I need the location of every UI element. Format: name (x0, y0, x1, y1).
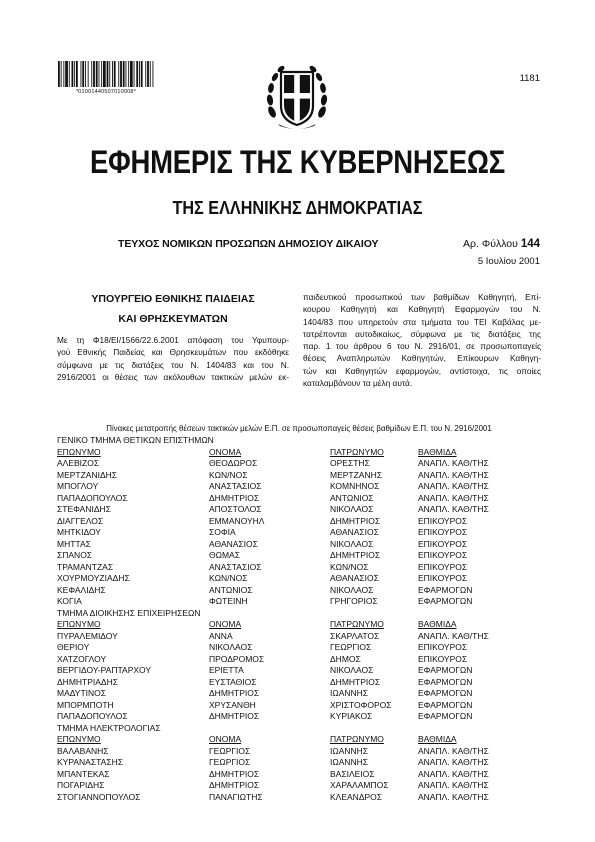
table-cell: ΔΗΜΗΤΡΙΑΔΗΣ (57, 676, 118, 687)
table-cell: ΠΟΓΑΡΙΔΗΣ (57, 780, 105, 790)
table-row (57, 458, 541, 470)
table-row (57, 792, 541, 804)
table-cell: ΚΟΓΙΑ (57, 596, 82, 606)
body-text-line: Με τη Φ18/ΕΙ/1566/22.6.2001 απόφαση του Υφυπουρ- (57, 335, 289, 345)
table-cell: ΘΕΟΔΩΡΟΣ (209, 458, 258, 468)
table-cell: ΚΥΡΑΝΑΣΤΑΣΗΣ (57, 757, 123, 767)
table-cell: ΝΙΚΟΛΑΟΣ (330, 665, 374, 675)
table-cell: ΑΘΑΝΑΣΙΟΣ (330, 527, 379, 537)
body-text-line: κουρου Καθηγητή και Καθηγητή Εφαρμογών του Ν. (303, 304, 541, 315)
body-text-line: τών και Καθηγητών εφαρμογών, αντίστοιχα, τις οποίες (303, 365, 541, 376)
table-cell: ΕΠΙΚΟΥΡΟΣ (418, 515, 468, 526)
table-cell: ΜΗΤΚΙΔΟΥ (57, 527, 101, 537)
table-cell: ΕΠΙΚΟΥΡΟΣ (418, 538, 468, 549)
body-text-line: παρ. 1 του άρθρου 6 του Ν. 2916/01, σε προσωποπαγείς (303, 341, 541, 351)
body-text-line: θέσεις Αναπληρωτών Καθηγητών, Επίκουρων Καθηγη- (303, 353, 541, 364)
table-row (57, 677, 541, 689)
page-number: 1181 (519, 73, 540, 84)
table-cell: ΜΕΡΤΖΑΝΙΔΗΣ (57, 469, 118, 480)
ministry-line-1: ΥΠΟΥΡΓΕΙΟ ΕΘΝΙΚΗΣ ΠΑΙΔΕΙΑΣ (91, 293, 255, 305)
table-cell: ΑΝΑΠΛ. ΚΑΘ/ΤΗΣ (418, 791, 489, 802)
table-cell: ΑΝΑΠΛ. ΚΑΘ/ΤΗΣ (418, 768, 489, 779)
table-row (57, 504, 541, 516)
table-row (57, 550, 541, 562)
table-cell: ΑΘΑΝΑΣΙΟΣ (330, 573, 379, 583)
table-section-title (57, 435, 541, 447)
table-caption: Πίνακες μετατροπής θέσεων τακτικών μελών Ε.Π. σε προσωποπαγείς θέσεις βαθμίδων Ε.Π. του Ν. 2916/2001 (106, 424, 492, 433)
table-cell: ΑΝΤΩΝΙΟΣ (330, 492, 374, 503)
table-cell: ΔΗΜΗΤΡΙΟΣ (209, 711, 260, 721)
table-cell: ΑΝΑΣΤΑΣΙΟΣ (209, 561, 262, 572)
table-row (57, 746, 541, 758)
table-cell: ΧΑΡΑΛΑΜΠΟΣ (330, 780, 389, 790)
table-cell: ΑΝΑΠΛ. ΚΑΘ/ΤΗΣ (418, 458, 489, 468)
table-row (57, 688, 541, 700)
section-title-text: ΤΜΗΜΑ ΔΙΟΙΚΗΣΗΣ ΕΠΙΧΕΙΡΗΣΕΩΝ (57, 607, 201, 618)
table-cell: ΒΑΛΑΒΑΝΗΣ (57, 745, 109, 756)
table-cell: ΠΑΝΑΓΙΩΤΗΣ (209, 791, 263, 802)
barcode-number: *01001440507010008* (75, 89, 137, 95)
table-cell: ΑΝΑΠΛ. ΚΑΘ/ΤΗΣ (418, 469, 489, 480)
section-title-text: ΤΜΗΜΑ ΗΛΕΚΤΡΟΛΟΓΙΑΣ (57, 722, 161, 733)
table-row (57, 585, 541, 597)
sheet-number-value: 144 (520, 238, 540, 250)
table-row (57, 493, 541, 505)
table-cell: ΔΗΜΗΤΡΙΟΣ (209, 768, 260, 779)
table-cell: ΚΛΕΑΝΔΡΟΣ (330, 791, 383, 802)
body-text-line: καταλαμβάνουν τα μέλη αυτά. (303, 377, 413, 388)
table-cell: ΠΡΟΔΡΟΜΟΣ (209, 653, 265, 664)
table-cell: ΑΝΑΠΛ. ΚΑΘ/ΤΗΣ (418, 630, 489, 641)
table-cell: ΝΙΚΟΛΑΟΣ (330, 504, 374, 514)
table-cell: ΙΩΑΝΝΗΣ (330, 745, 369, 756)
table-cell: ΧΡΙΣΤΟΦΟΡΟΣ (330, 699, 392, 710)
table-cell: ΕΠΙΚΟΥΡΟΣ (418, 527, 468, 537)
table-cell: ΜΗΤΤΑΣ (57, 538, 91, 549)
gazette-title: ΕΦΗΜΕΡΙΣ ΤΗΣ ΚΥΒΕΡΝΗΣΕΩΣ (90, 144, 505, 180)
table-cell: ΤΡΑΜΑΝΤΖΑΣ (57, 561, 114, 572)
table-cell: ΓΡΗΓΟΡΙΟΣ (330, 596, 378, 606)
sheet-label: Αρ. Φύλλου (463, 238, 518, 250)
ministry-line-2: ΚΑΙ ΘΡΗΣΚΕΥΜΑΤΩΝ (118, 313, 228, 325)
table-section-title (57, 723, 541, 735)
table-cell: ΔΗΜΟΣ (330, 653, 361, 664)
table-cell: ΜΠΟΡΜΠΟΤΗ (57, 699, 114, 710)
table-cell: ΘΕΡΙΟΥ (57, 642, 90, 652)
table-header-row (57, 734, 541, 746)
table-row (57, 562, 541, 574)
table-header-row (57, 447, 541, 459)
column-header: ΕΠΩΝΥΜΟ (57, 446, 101, 457)
barcode (57, 61, 155, 87)
table-cell: ΕΦΑΡΜΟΓΩΝ (418, 596, 473, 606)
table-section-title (57, 608, 541, 620)
table-cell: ΕΠΙΚΟΥΡΟΣ (418, 550, 468, 560)
table-row (57, 596, 541, 608)
table-row (57, 780, 541, 792)
table-cell: ΕΠΙΚΟΥΡΟΣ (418, 561, 468, 572)
table-cell: ΕΦΑΡΜΟΓΩΝ (418, 711, 473, 721)
table-cell: ΑΝΝΑ (209, 630, 233, 641)
table-cell: ΟΡΕΣΤΗΣ (330, 458, 370, 468)
column-header: ΟΝΟΜΑ (209, 619, 242, 629)
ministry-heading (57, 289, 289, 329)
table-cell: ΚΕΦΑΛΙΔΗΣ (57, 584, 106, 595)
table-cell: ΜΠΟΓΛΟΥ (57, 481, 99, 491)
gazette-subtitle: ΤΗΣ ΕΛΛΗΝΙΚΗΣ ΔΗΜΟΚΡΑΤΙΑΣ (172, 198, 423, 218)
table-cell: ΣΟΦΙΑ (209, 527, 236, 537)
table-row (57, 711, 541, 723)
table-cell: ΙΩΑΝΝΗΣ (330, 688, 369, 698)
table-cell: ΣΤΕΦΑΝΙΔΗΣ (57, 504, 111, 514)
sheet-number (448, 238, 540, 250)
table-row (57, 665, 541, 677)
table-cell: ΕΠΙΚΟΥΡΟΣ (418, 642, 468, 652)
body-text-line: σύμφωνα με τις διατάξεις του Ν. 1404/83 και του Ν. (57, 359, 289, 370)
column-header: ΕΠΩΝΥΜΟ (57, 619, 101, 629)
table-cell: ΕΡΙΕΤΤΑ (209, 665, 244, 675)
table-cell: ΑΝΑΣΤΑΣΙΟΣ (209, 481, 262, 491)
table-cell: ΔΗΜΗΤΡΙΟΣ (330, 676, 381, 687)
table-cell: ΔΗΜΗΤΡΙΟΣ (209, 780, 260, 790)
table-row (57, 470, 541, 482)
table-cell: ΔΙΑΓΓΕΛΟΣ (57, 515, 104, 526)
table-cell: ΚΩΝ/ΝΟΣ (330, 561, 369, 572)
table-row (57, 769, 541, 781)
table-cell: ΘΩΜΑΣ (209, 550, 240, 560)
issue-date: 5 Ιουλίου 2001 (477, 256, 540, 267)
table-row (57, 516, 541, 528)
column-header: ΠΑΤΡΩΝΥΜΟ (330, 734, 384, 744)
table-cell: ΑΝΑΠΛ. ΚΑΘ/ΤΗΣ (418, 745, 489, 756)
column-header: ΠΑΤΡΩΝΥΜΟ (330, 619, 384, 629)
table-cell: ΔΗΜΗΤΡΙΟΣ (209, 688, 260, 698)
table-cell: ΝΙΚΟΛΑΟΣ (330, 584, 374, 595)
table-cell: ΕΦΑΡΜΟΓΩΝ (418, 699, 473, 710)
decision-text-left (57, 334, 289, 383)
table-row (57, 481, 541, 493)
column-header: ΟΝΟΜΑ (209, 734, 242, 744)
table-header-row (57, 619, 541, 631)
column-header: ΕΠΩΝΥΜΟ (57, 734, 101, 744)
table-cell: ΧΑΤΖΟΓΛΟΥ (57, 653, 107, 664)
table-cell: ΝΙΚΟΛΑΟΣ (330, 538, 374, 549)
table-cell: ΧΡΥΣΑΝΘΗ (209, 699, 256, 710)
body-text-line: παιδευτικού προσωπικού των βαθμίδων Καθηγητή, Επί- (303, 292, 541, 302)
table-row (57, 700, 541, 712)
table-row (57, 757, 541, 769)
column-header: ΒΑΘΜΙΔΑ (418, 734, 457, 744)
table-cell: ΕΦΑΡΜΟΓΩΝ (418, 688, 473, 698)
table-cell: ΑΝΑΠΛ. ΚΑΘ/ΤΗΣ (418, 757, 489, 767)
table-cell: ΧΟΥΡΜΟΥΖΙΑΔΗΣ (57, 573, 130, 583)
table-cell: ΕΦΑΡΜΟΓΩΝ (418, 584, 473, 595)
table-cell: ΠΥΡΑΛΕΜΙΔΟΥ (57, 630, 118, 641)
table-cell: ΕΜΜΑΝΟΥΗΛ (209, 515, 265, 526)
column-header: ΟΝΟΜΑ (209, 446, 242, 457)
issue-type: ΤΕΥΧΟΣ ΝΟΜΙΚΩΝ ΠΡΟΣΩΠΩΝ ΔΗΜΟΣΙΟΥ ΔΙΚΑΙΟΥ (118, 238, 379, 250)
table-cell: ΜΠΑΝΤΕΚΑΣ (57, 768, 110, 779)
table-row (57, 642, 541, 654)
table-cell: ΝΙΚΟΛΑΟΣ (209, 642, 253, 652)
table-cell: ΔΗΜΗΤΡΙΟΣ (330, 550, 381, 560)
table-cell: ΕΦΑΡΜΟΓΩΝ (418, 676, 473, 687)
staff-table (57, 435, 541, 803)
table-cell: ΓΕΩΡΓΙΟΣ (209, 757, 251, 767)
table-cell: ΣΚΑΡΛΑΤΟΣ (330, 630, 380, 641)
table-cell: ΠΑΠΑΔΟΠΟΥΛΟΣ (57, 711, 128, 721)
table-cell: ΠΑΠΑΔΟΠΟΥΛΟΣ (57, 492, 128, 503)
table-cell: ΕΦΑΡΜΟΓΩΝ (418, 665, 473, 675)
table-cell: ΚΥΡΙΑΚΟΣ (330, 711, 373, 721)
body-text-line: 2916/2001 οι θέσεις των ακόλουθων τακτικών μελών εκ- (57, 371, 289, 382)
table-cell: ΕΠΙΚΟΥΡΟΣ (418, 653, 468, 664)
table-cell: ΑΝΑΠΛ. ΚΑΘ/ΤΗΣ (418, 504, 489, 514)
table-row (57, 654, 541, 666)
table-cell: ΑΝΑΠΛ. ΚΑΘ/ΤΗΣ (418, 481, 489, 491)
table-cell: ΑΛΕΒΙΖΟΣ (57, 458, 100, 468)
table-cell: ΑΝΑΠΛ. ΚΑΘ/ΤΗΣ (418, 492, 489, 503)
table-cell: ΒΕΡΓΙΔΟΥ-ΡΑΠΤΑΡΧΟΥ (57, 665, 152, 675)
table-cell: ΑΘΑΝΑΣΙΟΣ (209, 538, 258, 549)
column-header: ΠΑΤΡΩΝΥΜΟ (330, 446, 384, 457)
table-cell: ΑΝΑΠΛ. ΚΑΘ/ΤΗΣ (418, 780, 489, 790)
table-cell: ΕΠΙΚΟΥΡΟΣ (418, 573, 468, 583)
body-text-line: τατρέπονται αυτοδικαίως, σύμφωνα με τις διατάξεις της (303, 328, 541, 339)
table-cell: ΚΟΜΝΗΝΟΣ (330, 481, 380, 491)
table-cell: ΣΠΑΝΟΣ (57, 550, 93, 560)
table-cell: ΒΑΣΙΛΕΙΟΣ (330, 768, 375, 779)
table-cell: ΜΕΡΤΖΑΝΗΣ (330, 469, 383, 480)
table-row (57, 573, 541, 585)
table-cell: ΙΩΑΝΝΗΣ (330, 757, 369, 767)
table-cell: ΔΗΜΗΤΡΙΟΣ (330, 515, 381, 526)
table-cell: ΜΑΔΥΤΙΝΟΣ (57, 688, 107, 698)
table-cell: ΑΠΟΣΤΟΛΟΣ (209, 504, 262, 514)
body-text-line: 1404/83 που υπηρετούν στα τμήματα του ΤΕΙ Καβάλας με- (303, 316, 541, 327)
table-cell: ΔΗΜΗΤΡΙΟΣ (209, 492, 260, 503)
table-cell: ΓΕΩΡΓΙΟΣ (209, 745, 251, 756)
table-row (57, 631, 541, 643)
coat-of-arms-icon (266, 62, 328, 132)
table-cell: ΕΥΣΤΑΘΙΟΣ (209, 676, 257, 687)
table-cell: ΦΩΤΕΙΝΗ (209, 596, 248, 606)
decision-text-right (303, 291, 541, 389)
section-title-text: ΓΕΝΙΚΟ ΤΜΗΜΑ ΘΕΤΙΚΩΝ ΕΠΙΣΤΗΜΩΝ (57, 435, 214, 445)
table-cell: ΓΕΩΡΓΙΟΣ (330, 642, 372, 652)
table-cell: ΑΝΤΩΝΙΟΣ (209, 584, 253, 595)
table-cell: ΚΩΝ/ΝΟΣ (209, 573, 248, 583)
body-text-line: γού Εθνικής Παιδείας και Θρησκευμάτων που εκδόθηκε (57, 347, 289, 358)
table-cell: ΣΤΟΓΙΑΝΝΟΠΟΥΛΟΣ (57, 791, 141, 802)
column-header: ΒΑΘΜΙΔΑ (418, 619, 457, 629)
table-cell: ΚΩΝ/ΝΟΣ (209, 469, 248, 480)
table-row (57, 539, 541, 551)
column-header: ΒΑΘΜΙΔΑ (418, 446, 457, 457)
table-row (57, 527, 541, 539)
